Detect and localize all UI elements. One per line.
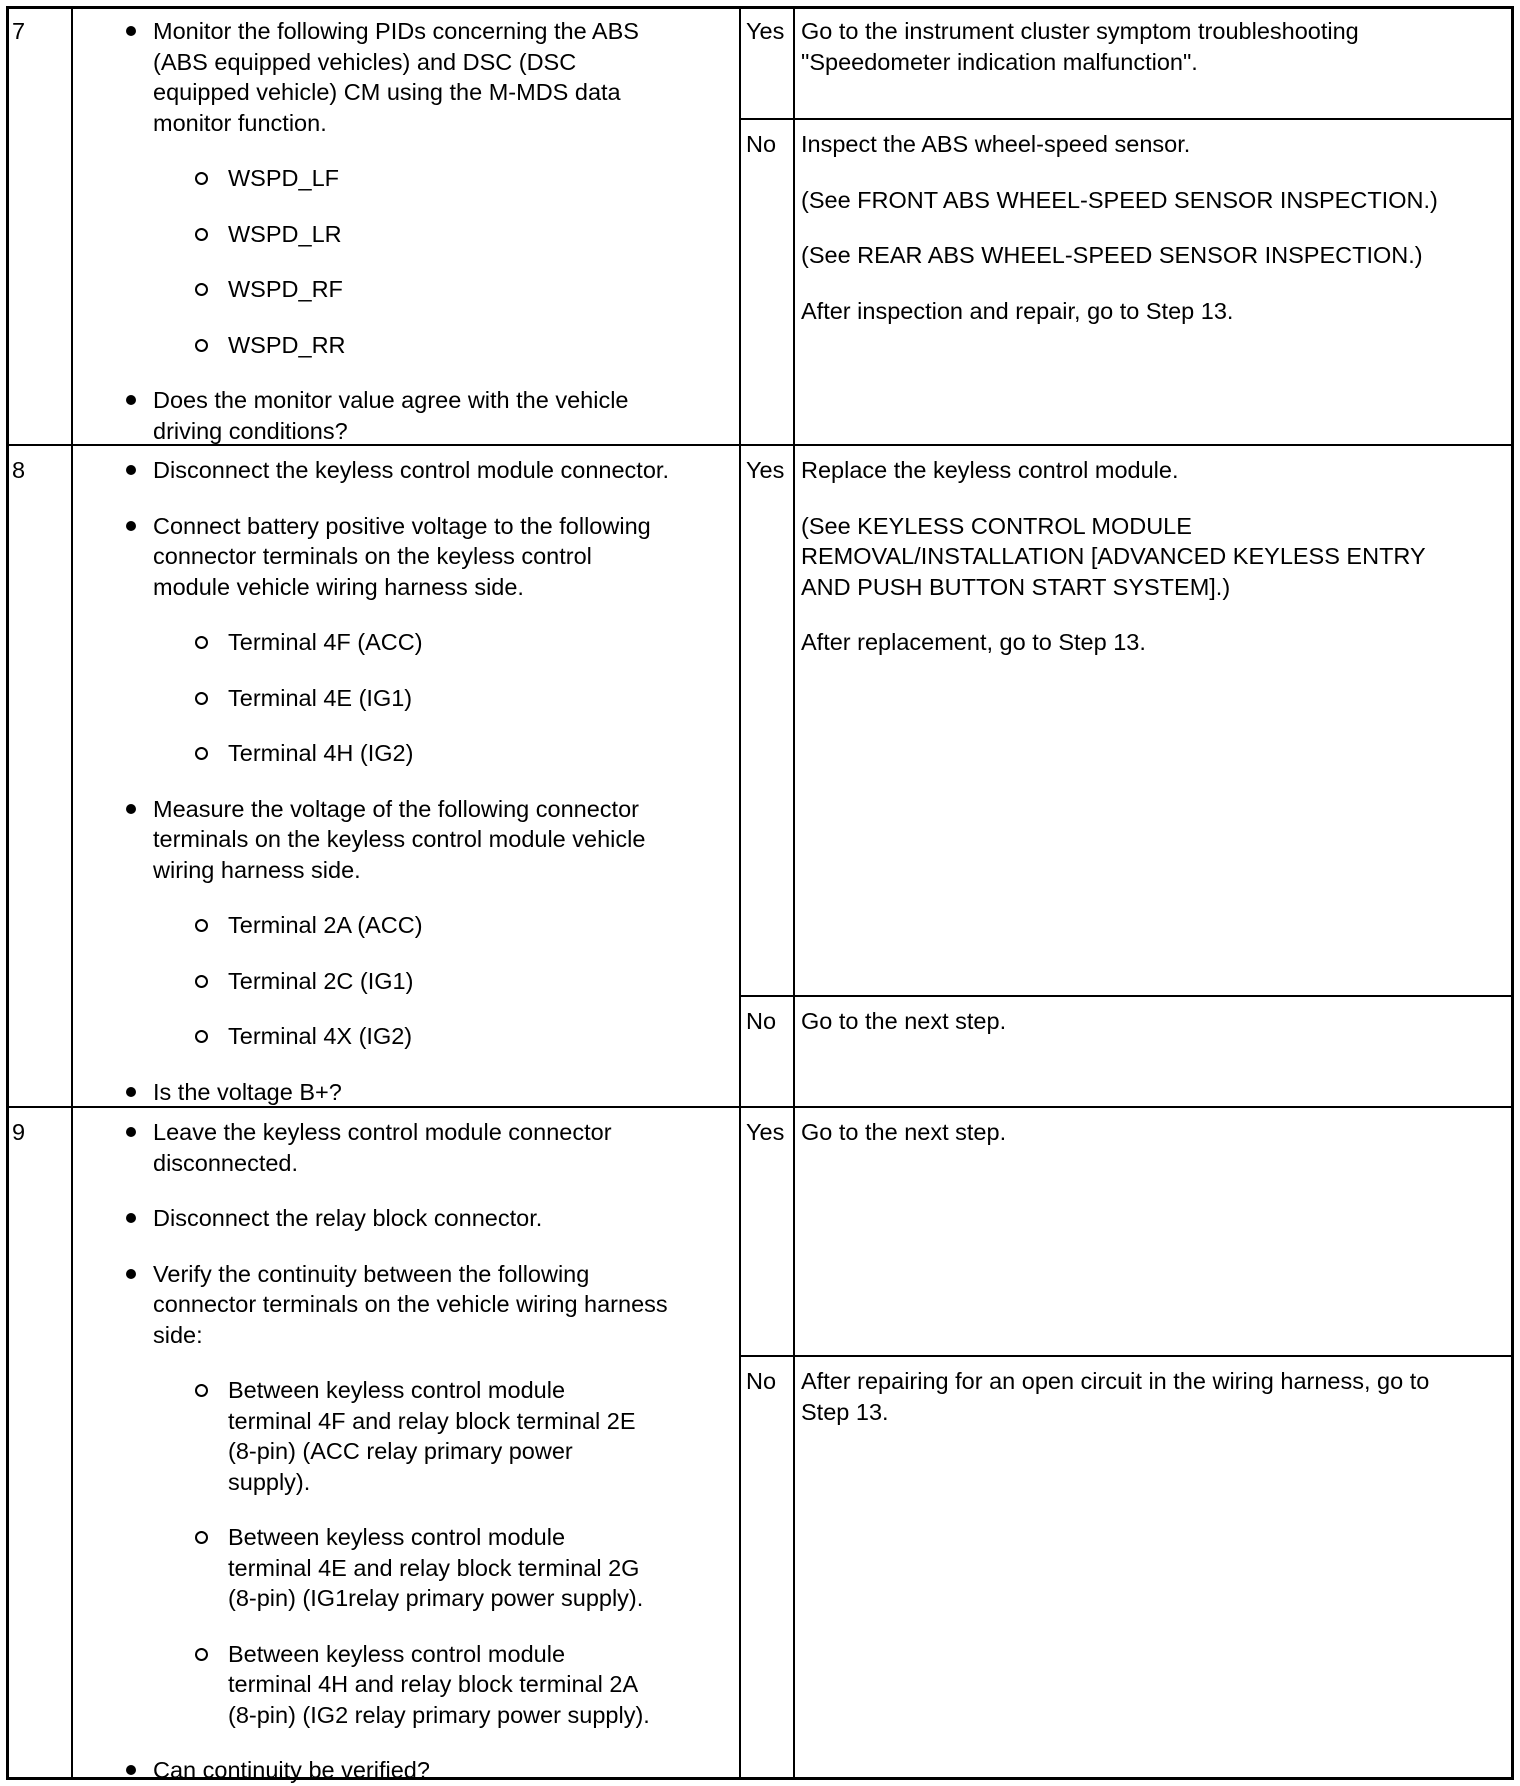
sub-item-text: Terminal 2C (IG1) xyxy=(228,967,414,994)
bullet-item-text: wiring harness side. xyxy=(153,856,361,883)
result-action-text: "Speedometer indication malfunction". xyxy=(801,48,1198,75)
sub-item-text: Terminal 4X (IG2) xyxy=(228,1023,413,1049)
table-border xyxy=(6,6,1514,1780)
result-action-text: (See REAR ABS WHEEL-SPEED SENSOR INSPECTION.) xyxy=(801,242,1423,268)
bullet-item-text: module vehicle wiring harness side. xyxy=(153,573,524,600)
sub-item-text: Terminal 2A (ACC) xyxy=(228,912,423,938)
sub-item-text: WSPD_LF xyxy=(228,165,339,191)
result-no-label: No xyxy=(746,1008,777,1034)
result-action-text: Go to the next step. xyxy=(801,1008,1007,1034)
sub-bullet-icon xyxy=(195,172,208,185)
result-yes-label: Yes xyxy=(746,1119,785,1145)
result-action-text: REMOVAL/INSTALLATION [ADVANCED KEYLESS ENTRY xyxy=(801,543,1426,569)
bullet-icon xyxy=(126,26,136,36)
sub-item-text: WSPD_RF xyxy=(228,276,343,302)
bullet-item-text: (ABS equipped vehicles) and DSC (DSC xyxy=(153,48,577,75)
bullet-item-text: connector terminals on the vehicle wiring harness xyxy=(153,1291,668,1317)
sub-item-text: (8-pin) (ACC relay primary power xyxy=(228,1438,573,1464)
sub-bullet-icon xyxy=(195,1531,208,1544)
sub-item-text: Terminal 4E (IG1) xyxy=(228,684,413,711)
bullet-icon xyxy=(126,804,136,814)
step-number: 9 xyxy=(12,1119,26,1145)
step-number: 8 xyxy=(12,457,26,483)
sub-item-text: Terminal 4H (IG2) xyxy=(228,740,414,766)
bullet-icon xyxy=(126,1765,136,1775)
bullet-item-text: driving conditions? xyxy=(153,417,348,444)
result-action-text: (See FRONT ABS WHEEL-SPEED SENSOR INSPECTION.) xyxy=(801,186,1438,213)
bullet-item-text: monitor function. xyxy=(153,109,327,136)
result-divider xyxy=(740,118,1514,120)
column-divider-condition xyxy=(739,6,741,1780)
sub-item-text: (8-pin) (IG1relay primary power supply). xyxy=(228,1585,644,1611)
step-number: 7 xyxy=(12,18,26,44)
bullet-item-text: Connect battery positive voltage to the following xyxy=(153,512,651,539)
sub-item-text: Between keyless control module xyxy=(228,1377,566,1403)
bullet-item-text: Is the voltage B+? xyxy=(153,1078,342,1105)
bullet-item-text: connector terminals on the keyless control xyxy=(153,543,592,569)
result-action-text: (See KEYLESS CONTROL MODULE xyxy=(801,512,1192,539)
bullet-item-text: Disconnect the relay block connector. xyxy=(153,1205,543,1231)
bullet-icon xyxy=(126,465,136,475)
sub-bullet-icon xyxy=(195,636,208,649)
result-no-label: No xyxy=(746,131,777,157)
result-action-text: Step 13. xyxy=(801,1398,889,1425)
result-no-label: No xyxy=(746,1368,777,1394)
bullet-icon xyxy=(126,1269,136,1279)
bullet-item-text: Does the monitor value agree with the vehicle xyxy=(153,387,629,413)
sub-item-text: supply). xyxy=(228,1468,311,1495)
result-divider xyxy=(740,1355,1514,1357)
bullet-icon xyxy=(126,395,136,405)
bullet-item-text: terminals on the keyless control module vehicle xyxy=(153,826,646,852)
result-action-text: Go to the next step. xyxy=(801,1119,1007,1145)
column-divider-step xyxy=(71,6,73,1780)
sub-bullet-icon xyxy=(195,1648,208,1661)
result-action-text: Inspect the ABS wheel-speed sensor. xyxy=(801,131,1191,157)
sub-item-text: terminal 4H and relay block terminal 2A xyxy=(228,1671,639,1697)
bullet-item-text: equipped vehicle) CM using the M-MDS data xyxy=(153,79,621,105)
bullet-item-text: side: xyxy=(153,1321,203,1348)
result-divider xyxy=(740,995,1514,997)
result-action-text: Replace the keyless control module. xyxy=(801,457,1179,483)
sub-bullet-icon xyxy=(195,692,208,705)
sub-bullet-icon xyxy=(195,975,208,988)
result-action-text: Go to the instrument cluster symptom troubleshooting xyxy=(801,18,1359,44)
sub-bullet-icon xyxy=(195,283,208,296)
bullet-icon xyxy=(126,1127,136,1137)
bullet-item-text: Can continuity be verified? xyxy=(153,1757,430,1783)
result-action-text: After replacement, go to Step 13. xyxy=(801,629,1146,655)
result-yes-label: Yes xyxy=(746,457,785,483)
bullet-item-text: Monitor the following PIDs concerning the ABS xyxy=(153,18,639,44)
sub-bullet-icon xyxy=(195,919,208,932)
bullet-icon xyxy=(126,1087,136,1097)
bullet-item-text: disconnected. xyxy=(153,1149,299,1176)
bullet-icon xyxy=(126,1213,136,1223)
sub-item-text: WSPD_LR xyxy=(228,220,342,247)
sub-item-text: Terminal 4F (ACC) xyxy=(228,629,423,655)
bullet-item-text: Measure the voltage of the following connector xyxy=(153,795,639,822)
bullet-icon xyxy=(126,521,136,531)
bullet-item-text: Leave the keyless control module connector xyxy=(153,1119,612,1145)
sub-item-text: (8-pin) (IG2 relay primary power supply). xyxy=(228,1701,650,1728)
result-action-text: After repairing for an open circuit in the wiring harness, go to xyxy=(801,1368,1430,1394)
column-divider-result xyxy=(793,6,795,1780)
result-yes-label: Yes xyxy=(746,18,785,44)
sub-bullet-icon xyxy=(195,1030,208,1043)
sub-bullet-icon xyxy=(195,747,208,760)
result-action-text: After inspection and repair, go to Step 13. xyxy=(801,297,1234,324)
bullet-item-text: Verify the continuity between the following xyxy=(153,1260,590,1287)
sub-bullet-icon xyxy=(195,1384,208,1397)
sub-item-text: WSPD_RR xyxy=(228,331,346,358)
bullet-item-text: Disconnect the keyless control module connector. xyxy=(153,457,669,483)
sub-bullet-icon xyxy=(195,339,208,352)
sub-bullet-icon xyxy=(195,228,208,241)
result-action-text: AND PUSH BUTTON START SYSTEM].) xyxy=(801,573,1231,600)
sub-item-text: Between keyless control module xyxy=(228,1524,566,1550)
sub-item-text: terminal 4F and relay block terminal 2E xyxy=(228,1407,636,1434)
sub-item-text: Between keyless control module xyxy=(228,1640,566,1667)
sub-item-text: terminal 4E and relay block terminal 2G xyxy=(228,1554,640,1581)
